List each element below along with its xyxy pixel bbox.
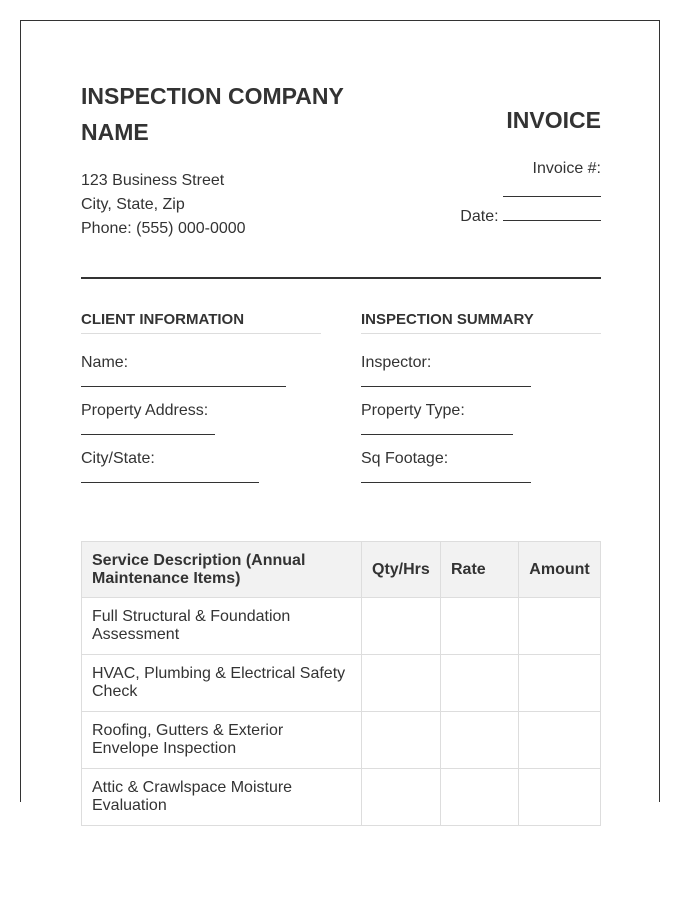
row-qty[interactable] <box>362 598 441 655</box>
sq-footage-line <box>361 482 531 483</box>
invoice-content <box>81 81 601 814</box>
company-address <box>81 169 246 241</box>
row-description: HVAC, Plumbing & Electrical Safety Check <box>82 655 362 712</box>
row-rate[interactable] <box>441 598 519 655</box>
company-city: City, State, Zip <box>81 196 185 213</box>
inspection-summary <box>361 311 601 497</box>
row-amount[interactable] <box>519 712 601 769</box>
company-name: INSPECTION COMPANY NAME <box>81 83 344 145</box>
client-information <box>81 311 321 497</box>
sq-footage-field[interactable] <box>361 449 601 497</box>
invoice-meta <box>460 157 601 229</box>
invoice-date-row[interactable] <box>460 205 601 229</box>
row-amount[interactable] <box>519 655 601 712</box>
table-row <box>82 712 601 769</box>
client-address-label: Property Address: <box>81 402 209 419</box>
invoice-number-field[interactable] <box>460 181 601 205</box>
table-row <box>82 598 601 655</box>
client-name-label: Name: <box>81 354 129 371</box>
client-name-field[interactable] <box>81 353 321 401</box>
inspector-field[interactable] <box>361 353 601 401</box>
property-type-line <box>361 434 513 435</box>
summary-heading: INSPECTION SUMMARY <box>361 311 601 334</box>
client-heading: CLIENT INFORMATION <box>81 311 321 334</box>
row-description: Full Structural & Foundation Assessment <box>82 598 362 655</box>
invoice-date-label: Date: <box>460 208 499 225</box>
invoice-number-label: Invoice #: <box>532 160 601 177</box>
client-city-label: City/State: <box>81 450 155 467</box>
client-name-line <box>81 386 286 387</box>
client-address-line <box>81 434 215 435</box>
table-row <box>82 769 601 826</box>
sq-footage-label: Sq Footage: <box>361 450 449 467</box>
row-rate[interactable] <box>441 769 519 826</box>
inspector-line <box>361 386 531 387</box>
row-qty[interactable] <box>362 769 441 826</box>
company-street: 123 Business Street <box>81 172 225 189</box>
header-amount: Amount <box>519 542 601 598</box>
row-description: Roofing, Gutters & Exterior Envelope Inspection <box>82 712 362 769</box>
header-divider <box>81 277 601 279</box>
row-description: Attic & Crawlspace Moisture Evaluation <box>82 769 362 826</box>
invoice-date-line <box>503 205 601 221</box>
row-amount[interactable] <box>519 598 601 655</box>
client-city-line <box>81 482 259 483</box>
inspector-label: Inspector: <box>361 354 432 371</box>
client-city-field[interactable] <box>81 449 321 497</box>
row-qty[interactable] <box>362 712 441 769</box>
invoice-page <box>20 20 660 814</box>
row-rate[interactable] <box>441 655 519 712</box>
header-rate: Rate <box>441 542 519 598</box>
invoice-header <box>81 81 601 279</box>
row-amount[interactable] <box>519 769 601 826</box>
services-table <box>81 541 601 826</box>
services-table-wrap <box>81 541 601 826</box>
header-description: Service Description (Annual Maintenance Items) <box>82 542 362 598</box>
invoice-title: INVOICE <box>506 107 601 133</box>
client-address-field[interactable] <box>81 401 321 449</box>
company-phone: Phone: (555) 000-0000 <box>81 220 246 237</box>
row-rate[interactable] <box>441 712 519 769</box>
info-section <box>81 311 601 501</box>
property-type-field[interactable] <box>361 401 601 449</box>
table-row <box>82 655 601 712</box>
table-header-row <box>82 542 601 598</box>
property-type-label: Property Type: <box>361 402 465 419</box>
invoice-number-line <box>503 181 601 197</box>
row-qty[interactable] <box>362 655 441 712</box>
header-qty: Qty/Hrs <box>362 542 441 598</box>
